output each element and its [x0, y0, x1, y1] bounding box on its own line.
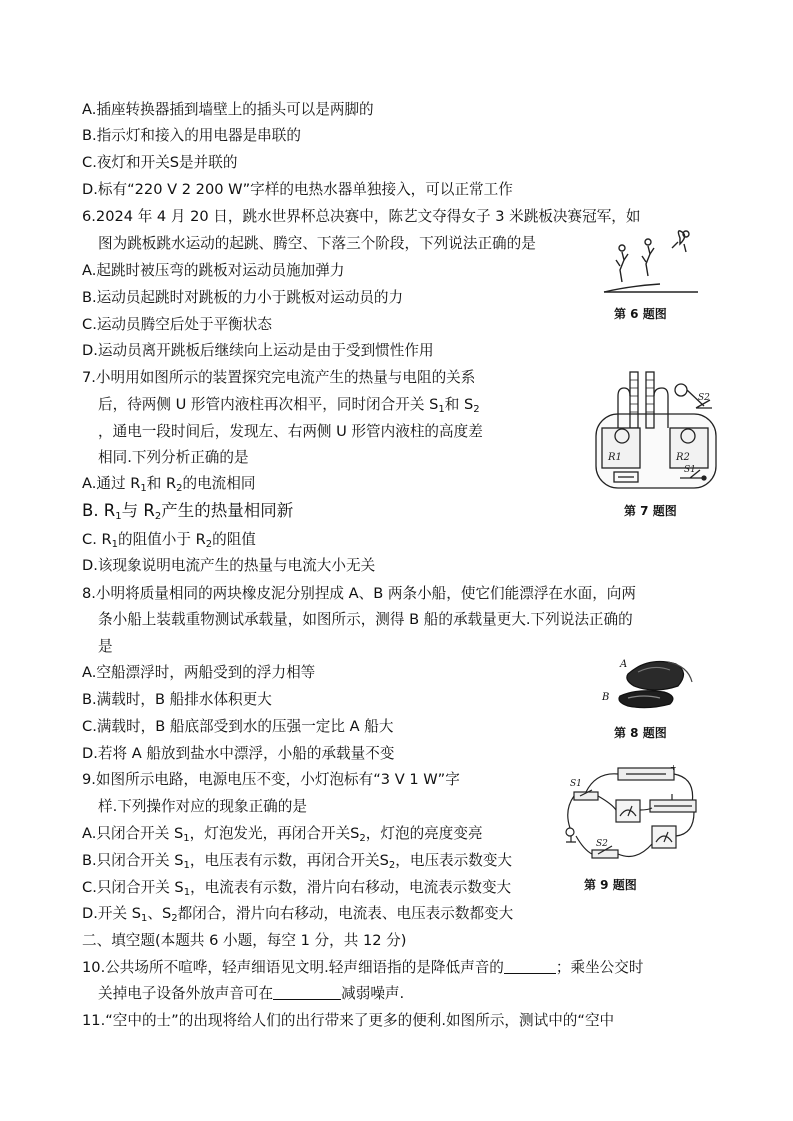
- q7-stem-line4: 相同.下列分析正确的是: [98, 449, 249, 466]
- q9-stem-line2: 样.下列操作对应的现象正确的是: [98, 798, 307, 815]
- q7-fig-label-s2: S2: [698, 393, 710, 403]
- q11-line1: 11.“空中的士”的出现将给人们的出行带来了更多的便利.如图所示，测试中的“空中: [82, 1012, 615, 1029]
- q7-option-b: B. $R_1$与 $R_2$产生的热量相同新: [82, 501, 294, 522]
- q7-stem-line1: 7.小明用如图所示的装置探究完电流产生的热量与电阻的关系: [82, 369, 476, 386]
- q9-option-c: C.只闭合开关 $S_1$，电流表有示数，滑片向右移动，电流表示数变大: [82, 879, 512, 898]
- q6-option-b: B.运动员起跳时对跳板的力小于跳板对运动员的力: [82, 289, 404, 306]
- q8-option-a: A.空船漂浮时，两船受到的浮力相等: [82, 664, 316, 681]
- q9-stem-line1: 9.如图所示电路，电源电压不变，小灯泡标有“3 V 1 W”字: [82, 771, 460, 788]
- q10-blank-1[interactable]: [504, 959, 556, 974]
- q8-option-d: D.若将 A 船放到盐水中漂浮，小船的承载量不变: [82, 745, 395, 762]
- q7-joule-heating-apparatus: [592, 370, 722, 495]
- q6-stem-line1: 6.2024 年 4 月 20 日，跳水世界杯总决赛中，陈艺文夺得女子 3 米跳板决赛冠军，如: [82, 208, 641, 225]
- q8-stem-line1: 8.小明将质量相同的两块橡皮泥分别捏成 A、B 两条小船，使它们能漂浮在水面，向两: [82, 585, 636, 602]
- q9-option-d: D.开关 $S_1$、$S_2$都闭合，滑片向右移动，电流表、电压表示数都变大: [82, 905, 514, 924]
- q5-option-d: D.标有“220 V 2 200 W”字样的电热水器单独接入，可以正常工作: [82, 181, 513, 198]
- q8-clay-boats-figure: [598, 652, 698, 714]
- q7-stem-line3: ，通电一段时间后，发现左、右两侧 U 形管内液柱的高度差: [98, 423, 483, 440]
- q9-fig-label-s2: S2: [596, 839, 608, 849]
- svg-text:+: +: [670, 764, 677, 772]
- q7-option-d: D.该现象说明电流产生的热量与电流大小无关: [82, 557, 376, 574]
- section-2-heading: 二、填空题(本题共 6 小题，每空 1 分，共 12 分): [82, 932, 407, 949]
- q10-line2: 关掉电子设备外放声音可在 减弱噪声.: [98, 985, 405, 1002]
- q9-option-b: B.只闭合开关 $S_1$，电压表有示数，再闭合开关$S_2$，电压表示数变大: [82, 852, 513, 871]
- q7-fig-label-r1: R1: [608, 452, 622, 463]
- q6-option-c: C.运动员腾空后处于平衡状态: [82, 316, 272, 333]
- q7-fig-label-s1: S1: [684, 465, 696, 475]
- q7-option-c: C. $R_1$的阻值小于 $R_2$的阻值: [82, 531, 256, 550]
- q10-blank-2[interactable]: [273, 985, 341, 1000]
- q9-circuit-figure: [556, 764, 702, 874]
- q5-option-c: C.夜灯和开关S是并联的: [82, 154, 238, 171]
- q6-diving-figure: [600, 226, 700, 298]
- q6-figure-caption: 第 6 题图: [614, 307, 667, 321]
- q8-option-c: C.满载时，B 船底部受到水的压强一定比 A 船大: [82, 718, 394, 735]
- q9-fig-label-s1: S1: [570, 779, 582, 789]
- q8-stem-line3: 是: [98, 638, 113, 655]
- q9-option-a: A.只闭合开关 $S_1$，灯泡发光，再闭合开关$S_2$，灯泡的亮度变亮: [82, 825, 483, 844]
- q6-stem-line2: 图为跳板跳水运动的起跳、腾空、下落三个阶段，下列说法正确的是: [98, 235, 536, 252]
- q8-option-b: B.满载时，B 船排水体积更大: [82, 691, 272, 708]
- q8-figure-caption: 第 8 题图: [614, 726, 667, 740]
- q5-option-a: A.插座转换器插到墙壁上的插头可以是两脚的: [82, 101, 374, 118]
- q6-option-d: D.运动员离开跳板后继续向上运动是由于受到惯性作用: [82, 342, 434, 359]
- q8-fig-label-a: A: [620, 659, 628, 670]
- q10-line1: 10.公共场所不喧哗，轻声细语见文明.轻声细语指的是降低声音的 ；乘坐公交时: [82, 959, 644, 976]
- q7-figure-caption: 第 7 题图: [624, 504, 677, 518]
- q7-option-a: A.通过 $R_1$和 $R_2$的电流相同: [82, 475, 256, 494]
- q8-stem-line2: 条小船上装载重物测试承载量，如图所示，测得 B 船的承载量更大.下列说法正确的: [98, 611, 633, 628]
- q7-stem-line2: 后，待两侧 U 形管内液柱再次相平，同时闭合开关 $S_1$和 $S_2$: [98, 396, 480, 415]
- q8-fig-label-b: B: [602, 692, 610, 703]
- q7-fig-label-r2: R2: [676, 452, 690, 463]
- q9-figure-caption: 第 9 题图: [584, 878, 637, 892]
- q6-option-a: A.起跳时被压弯的跳板对运动员施加弹力: [82, 262, 345, 279]
- q5-option-b: B.指示灯和接入的用电器是串联的: [82, 127, 301, 144]
